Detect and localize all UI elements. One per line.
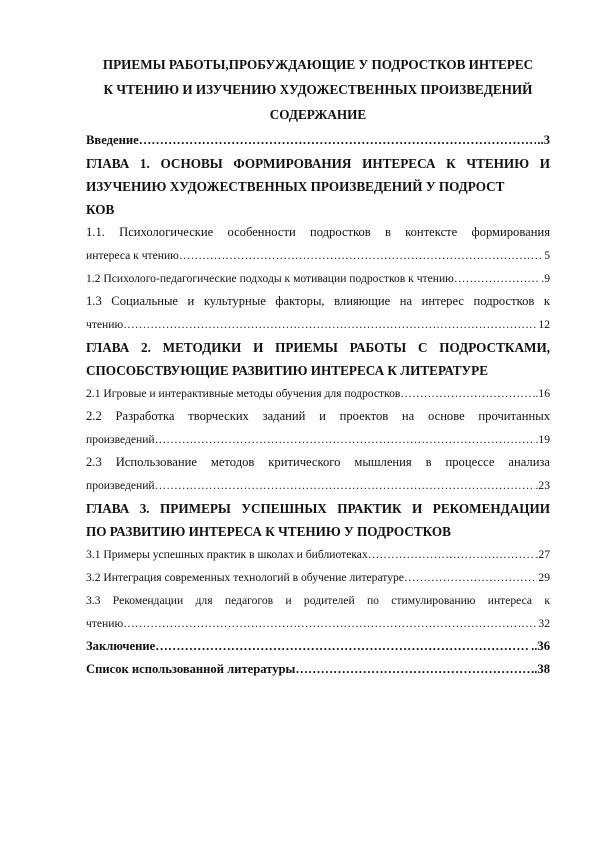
- toc-page-number: ..3: [537, 133, 550, 147]
- toc-leader-dots: [404, 566, 537, 589]
- toc-leader-dots: [155, 428, 535, 451]
- toc-entry-text: 3.1 Примеры успешных практик в школах и библиотеках: [86, 548, 368, 561]
- toc-chapter-3-line-2[interactable]: ПО РАЗВИТИЮ ИНТЕРЕСА К ЧТЕНИЮ У ПОДРОСТКОВ: [86, 524, 451, 539]
- toc-page-number: 32: [538, 617, 550, 630]
- title-line-1: ПРИЕМЫ РАБОТЫ,ПРОБУЖДАЮЩИЕ У ПОДРОСТКОВ ИНТЕРЕС: [102, 57, 534, 72]
- toc-leader-dots: [123, 313, 537, 336]
- toc-entry-1-1-line-1[interactable]: 1.1. Психологические особенности подростков в контексте формирования: [86, 225, 550, 239]
- toc-entry-1-3-line-2[interactable]: [86, 313, 550, 336]
- toc-leader-dots: [179, 244, 543, 267]
- toc-leader-dots: [139, 129, 537, 152]
- toc-entry-2-3-line-2[interactable]: [86, 474, 550, 497]
- toc-page-number: .19: [535, 433, 550, 446]
- toc-leader-dots: [400, 382, 531, 405]
- toc-page-number: .23: [535, 479, 550, 492]
- toc-entry-1-2[interactable]: [86, 267, 550, 290]
- toc-entry-3-3-line-2[interactable]: [86, 612, 550, 635]
- toc-entry-2-3-line-1[interactable]: 2.3 Использование методов критического мышления в процессе анализа: [86, 455, 550, 469]
- toc-entry-2-1[interactable]: [86, 382, 550, 405]
- toc-entry-text: произведений: [86, 479, 155, 492]
- toc-entry-2-2-line-2[interactable]: [86, 428, 550, 451]
- contents-heading: СОДЕРЖАНИЕ: [269, 107, 367, 122]
- toc-leader-dots: [155, 635, 530, 658]
- toc-chapter-2-line-1[interactable]: ГЛАВА 2. МЕТОДИКИ И ПРИЕМЫ РАБОТЫ С ПОДРОСТКАМИ,: [86, 340, 550, 355]
- toc-leader-dots: [454, 267, 540, 290]
- toc-entry-text: Список использованной литературы: [86, 662, 296, 676]
- toc-entry-text: Введение: [86, 133, 139, 147]
- toc-entry-3-2[interactable]: [86, 566, 550, 589]
- toc-entry-3-1[interactable]: [86, 543, 550, 566]
- toc-entry-2-2-line-1[interactable]: 2.2 Разработка творческих заданий и проектов на основе прочитанных: [86, 409, 550, 423]
- toc-leader-dots: [155, 474, 535, 497]
- toc-chapter-2-line-2[interactable]: СПОСОБСТВУЮЩИЕ РАЗВИТИЮ ИНТЕРЕСА К ЛИТЕРАТУРЕ: [86, 363, 489, 378]
- toc-entry-text: интереса к чтению: [86, 249, 179, 262]
- toc-page-number: 29: [538, 571, 550, 584]
- toc-entry-text: 3.2 Интеграция современных технологий в обучение литературе: [86, 571, 404, 584]
- toc-entry-conclusion[interactable]: [86, 635, 550, 658]
- toc-entry-1-3-line-1[interactable]: 1.3 Социальные и культурные факторы, влияющие на интерес подростков к: [86, 294, 550, 308]
- toc-entry-text: произведений: [86, 433, 155, 446]
- toc-page-number: ..38: [531, 662, 550, 676]
- toc-entry-text: 1.2 Психолого-педагогические подходы к мотивации подростков к чтению: [86, 272, 454, 285]
- toc-page-number: .27: [535, 548, 550, 561]
- toc-page-number: .9: [541, 272, 550, 285]
- title-line-2: К ЧТЕНИЮ И ИЗУЧЕНИЮ ХУДОЖЕСТВЕННЫХ ПРОИЗВЕДЕНИЙ: [103, 82, 533, 97]
- toc-page-number: ..16: [532, 387, 550, 400]
- toc-chapter-1-line-2[interactable]: ИЗУЧЕНИЮ ХУДОЖЕСТВЕННЫХ ПРОИЗВЕДЕНИЙ У ПОДРОСТ: [86, 179, 505, 194]
- toc-entry-3-3-line-1[interactable]: 3.3 Рекомендации для педагогов и родителей по стимулированию интереса к: [86, 594, 550, 607]
- toc-leader-dots: [368, 543, 535, 566]
- toc-leader-dots: [295, 658, 530, 681]
- toc-chapter-1-line-1[interactable]: ГЛАВА 1. ОСНОВЫ ФОРМИРОВАНИЯ ИНТЕРЕСА К ЧТЕНИЮ И: [86, 156, 550, 171]
- toc-entry-text: 2.1 Игровые и интерактивные методы обучения для подростков: [86, 387, 401, 400]
- toc-chapter-1-line-3[interactable]: КОВ: [86, 202, 115, 217]
- document-title: [86, 52, 550, 127]
- toc-entry-text: Заключение: [86, 639, 156, 653]
- toc-entry-intro[interactable]: [86, 129, 550, 152]
- toc-entry-text: чтению: [86, 617, 124, 630]
- toc-page-number: ..36: [531, 639, 550, 653]
- toc-page-number: 12: [538, 318, 550, 331]
- toc-entry-1-1-line-2[interactable]: [86, 244, 550, 267]
- toc-page-number: 5: [544, 249, 550, 262]
- toc-chapter-3-line-1[interactable]: ГЛАВА 3. ПРИМЕРЫ УСПЕШНЫХ ПРАКТИК И РЕКОМЕНДАЦИИ: [86, 501, 550, 516]
- toc-entry-references[interactable]: [86, 658, 550, 681]
- document-page: [86, 52, 550, 681]
- toc-leader-dots: [123, 612, 537, 635]
- toc-entry-text: чтению: [86, 318, 124, 331]
